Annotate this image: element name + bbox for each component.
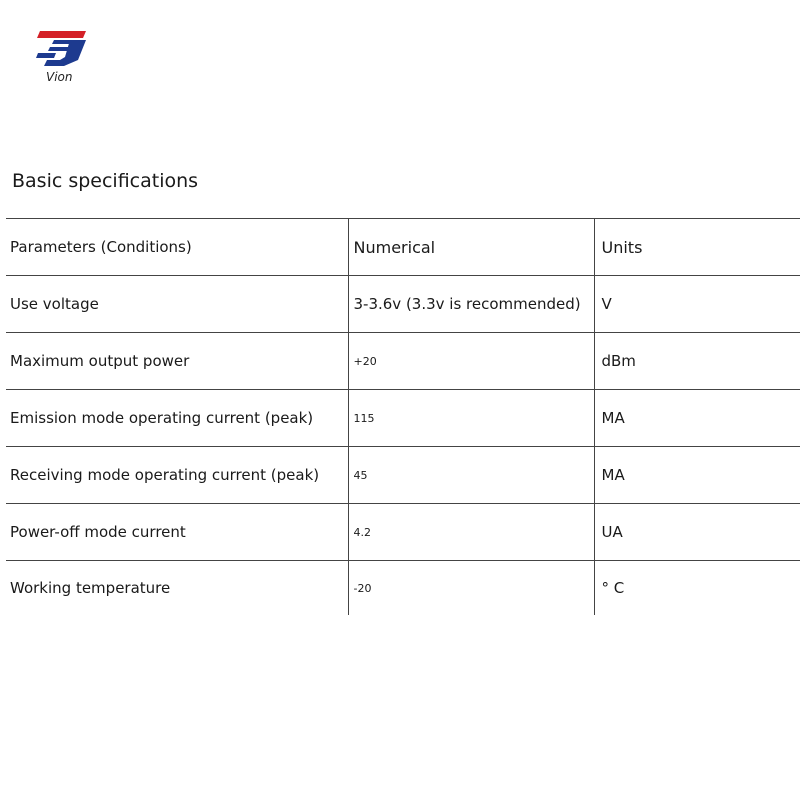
table-row — [6, 333, 800, 390]
value-cell: -20 — [348, 561, 594, 616]
parameter-cell: Maximum output power — [6, 333, 348, 390]
unit-cell: dBm — [594, 333, 800, 390]
value-cell: +20 — [348, 333, 594, 390]
value-cell: 115 — [348, 390, 594, 447]
unit-cell: MA — [594, 390, 800, 447]
value-cell: 4.2 — [348, 504, 594, 561]
table-header-row — [6, 219, 800, 276]
page-title: Basic specifications — [12, 170, 199, 192]
parameter-cell: Use voltage — [6, 276, 348, 333]
header-units: Units — [594, 219, 800, 276]
parameter-cell: Receiving mode operating current (peak) — [6, 447, 348, 504]
tj-logo-icon — [34, 28, 92, 72]
table-row — [6, 447, 800, 504]
parameter-cell: Power-off mode current — [6, 504, 348, 561]
unit-cell: UA — [594, 504, 800, 561]
parameter-cell: Emission mode operating current (peak) — [6, 390, 348, 447]
value-cell: 3-3.6v (3.3v is recommended) — [348, 276, 594, 333]
unit-cell: ° C — [594, 561, 800, 616]
header-parameters: Parameters (Conditions) — [6, 219, 348, 276]
table-row — [6, 276, 800, 333]
parameter-cell: Working temperature — [6, 561, 348, 616]
specifications-table — [6, 218, 800, 615]
table-row — [6, 504, 800, 561]
brand-name: Vion — [46, 70, 73, 84]
unit-cell: V — [594, 276, 800, 333]
value-cell: 45 — [348, 447, 594, 504]
table-row — [6, 390, 800, 447]
unit-cell: MA — [594, 447, 800, 504]
table-row — [6, 561, 800, 616]
header-numerical: Numerical — [348, 219, 594, 276]
